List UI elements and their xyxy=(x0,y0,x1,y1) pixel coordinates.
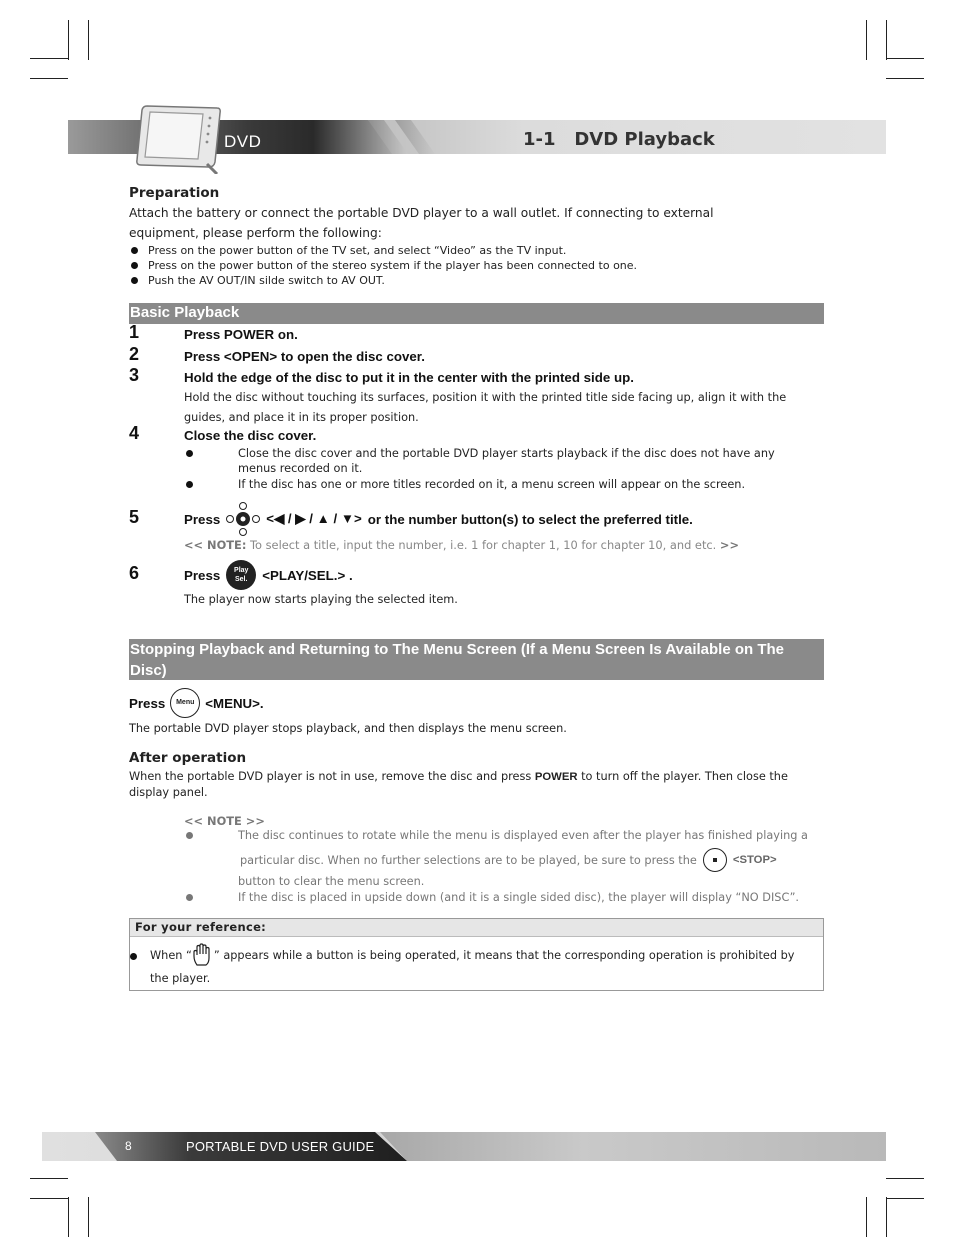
crop-mark xyxy=(866,1197,867,1237)
bullet-dot xyxy=(186,832,193,839)
menu-press: Press xyxy=(129,695,166,711)
step-2-text: Press <OPEN> to open the disc cover. xyxy=(184,349,425,364)
crop-mark xyxy=(30,78,68,79)
navigation-pad-icon xyxy=(226,502,260,536)
crop-mark xyxy=(30,1178,68,1179)
crop-mark xyxy=(886,1198,924,1199)
crop-mark xyxy=(30,58,68,59)
step-3-desc: Hold the disc without touching its surfaces, position it with the printed title side facing up, align it with the guides, and place it in its proper position. xyxy=(184,391,787,424)
prohibited-hand-icon xyxy=(192,943,214,967)
menu-label: <MENU>. xyxy=(205,695,264,711)
after-note-1c: button to clear the menu screen. xyxy=(238,875,425,888)
bullet-dot xyxy=(131,277,138,284)
step-6-label: <PLAY/SEL.> . xyxy=(262,567,353,583)
crop-mark xyxy=(886,78,924,79)
step-number: 3 xyxy=(129,365,140,385)
step-4-bullet-1: Close the disc cover and the portable DVD player starts playback if the disc does not have any menus recorded on it. xyxy=(238,447,775,475)
after-note-1b: particular disc. When no further selections are to be played, be sure to press the <STOP> xyxy=(240,848,777,872)
crop-mark xyxy=(88,20,89,60)
step-5-text xyxy=(184,502,693,536)
step-4-bullet-2: If the disc has one or more titles recorded on it, a menu screen will appear on the screen. xyxy=(238,478,746,491)
after-note-1a: The disc continues to rotate while the menu is displayed even after the player has finished playing a xyxy=(238,829,808,842)
crop-mark xyxy=(886,20,887,60)
step-6-text xyxy=(184,559,353,591)
bullet-dot xyxy=(131,247,138,254)
menu-instruction xyxy=(129,688,264,718)
step-4-text: Close the disc cover. xyxy=(184,428,317,443)
crop-mark xyxy=(886,1178,924,1179)
bullet-dot xyxy=(186,481,193,488)
step-1-text: Press POWER on. xyxy=(184,327,298,342)
section-bar-stopping-playback: Stopping Playback and Returning to The Menu Screen (If a Menu Screen Is Available on The Disc) xyxy=(129,639,824,680)
stop-button-icon xyxy=(703,848,727,872)
step-number: 5 xyxy=(129,507,140,527)
after-operation-text: When the portable DVD player is not in use, remove the disc and press POWER to turn off the player. Then close the display panel. xyxy=(129,770,788,799)
bullet-dot xyxy=(130,953,137,960)
play-sel-button-icon: Play Sel. xyxy=(226,560,256,590)
step-number: 1 xyxy=(129,322,140,342)
preparation-text: Attach the battery or connect the portable DVD player to a wall outlet. If connecting to external equipment, please perform the following: xyxy=(129,206,714,240)
page-title: 1-1 DVD Playback xyxy=(523,129,715,150)
step-5-press: Press xyxy=(184,511,221,527)
bullet-dot xyxy=(186,450,193,457)
note-close: >> xyxy=(719,538,740,552)
after-operation-heading: After operation xyxy=(129,750,247,766)
portable-dvd-player-icon xyxy=(133,104,223,174)
page-number: 8 xyxy=(125,1139,132,1153)
crop-mark xyxy=(30,1198,68,1199)
step-6-press: Press xyxy=(184,567,221,583)
step-5-rest: or the number button(s) to select the preferred title. xyxy=(367,511,693,527)
bullet-dot xyxy=(131,262,138,269)
step-number: 4 xyxy=(129,423,140,443)
crop-mark xyxy=(866,20,867,60)
crop-mark xyxy=(88,1197,89,1237)
crop-mark xyxy=(886,1197,887,1237)
note-text: To select a title, input the number, i.e. 1 for chapter 1, 10 for chapter 10, and etc. xyxy=(250,538,717,552)
step-number: 2 xyxy=(129,344,140,364)
step-6-desc: The player now starts playing the selected item. xyxy=(184,593,458,606)
step-3-text: Hold the edge of the disc to put it in the center with the printed side up. xyxy=(184,370,634,385)
footer-band-grad xyxy=(380,1132,886,1161)
crop-mark xyxy=(68,20,69,60)
reference-text: When “ ” appears while a button is being operated, it means that the corresponding operation is prohibited by the player. xyxy=(150,943,816,990)
reference-heading: For your reference: xyxy=(130,919,823,937)
menu-button-icon: Menu xyxy=(170,688,200,718)
after-note-label: << NOTE >> xyxy=(184,814,265,828)
note-open: << NOTE: xyxy=(184,538,247,552)
section-bar-basic-playback: Basic Playback xyxy=(129,303,824,324)
crop-mark xyxy=(68,1197,69,1237)
reference-box xyxy=(129,918,824,991)
crop-mark xyxy=(886,58,924,59)
step-5-arrows: <◀ / ▶ / ▲ / ▼> xyxy=(266,511,362,526)
step-number: 6 xyxy=(129,563,140,583)
section-tag: DVD xyxy=(224,132,262,151)
step-5-note xyxy=(184,538,739,552)
footer-guide-title: PORTABLE DVD USER GUIDE xyxy=(186,1139,375,1154)
after-note-2: If the disc is placed in upside down (and it is a single sided disc), the player will display “NO DISC”. xyxy=(238,891,800,904)
stopping-desc: The portable DVD player stops playback, and then displays the menu screen. xyxy=(129,722,567,735)
preparation-heading: Preparation xyxy=(129,185,220,201)
bullet-dot xyxy=(186,894,193,901)
